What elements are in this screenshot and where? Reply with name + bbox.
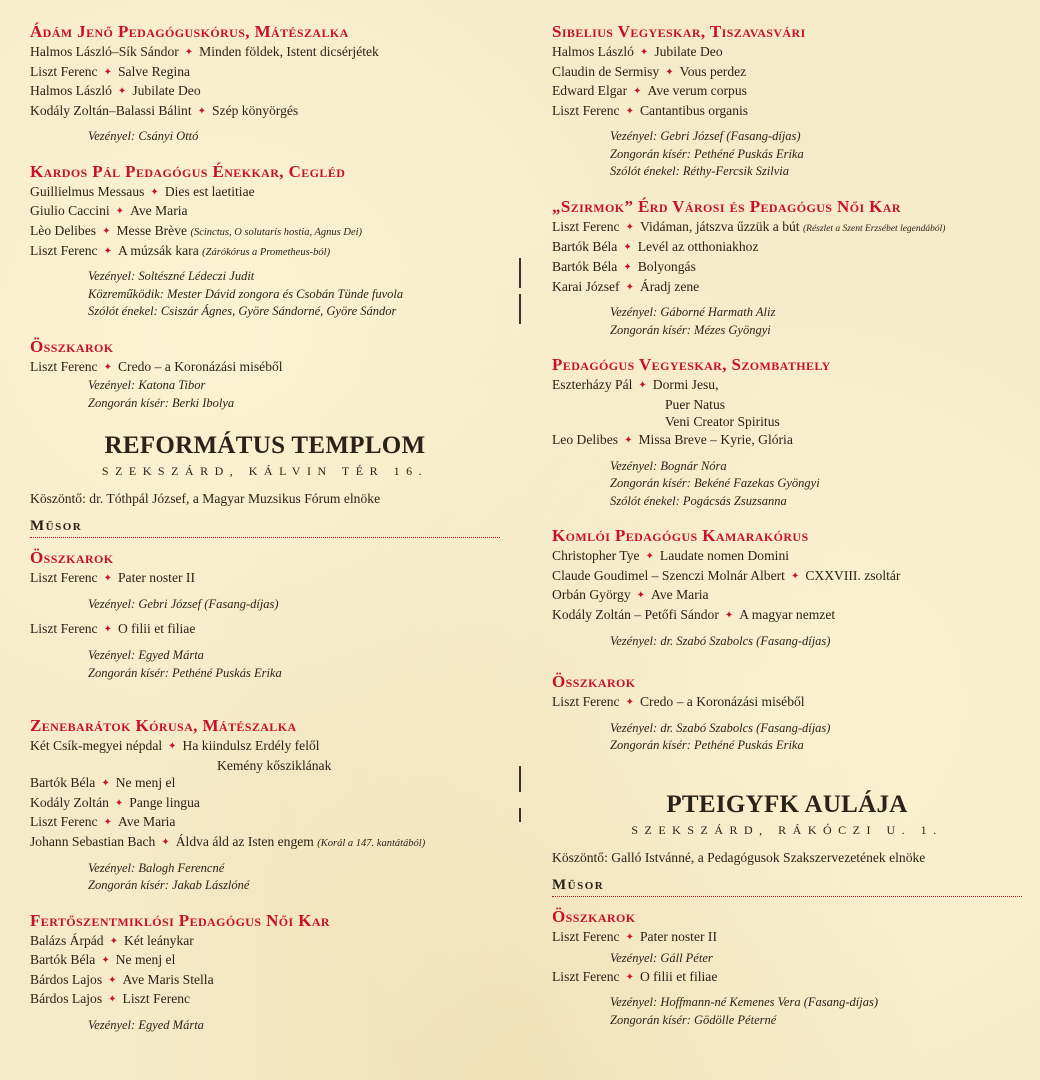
venue-title: PTEIGYFK AULÁJA xyxy=(666,790,908,818)
composer: Liszt Ferenc xyxy=(552,218,620,234)
star-icon: ✦ xyxy=(108,974,117,986)
choir-name: Kardos Pál Pedagógus Énekkar, Cegléd xyxy=(30,161,346,181)
piece-note: (Részlet a Szent Erzsébet legendából) xyxy=(802,223,946,234)
piece-title: Bolyongás xyxy=(637,259,696,275)
welcome-line: Köszöntő: dr. Tóthpál József, a Magyar Muzsikus Fórum elnöke xyxy=(30,491,381,507)
piece-note: (Scinctus, O solutaris hostia, Agnus Dei) xyxy=(190,227,363,239)
credits xyxy=(552,994,1022,1029)
piece-title: Puer Natus xyxy=(665,396,726,412)
credit-line: Zongorán kísér: Pethéné Puskás Erika xyxy=(88,665,282,680)
piece-line xyxy=(552,413,1022,431)
piece-line xyxy=(552,567,1022,587)
star-icon: ✦ xyxy=(103,245,112,257)
piece-title: Laudate nomen Domini xyxy=(659,548,790,564)
fold-mark xyxy=(519,808,521,822)
piece-line xyxy=(30,358,500,378)
star-icon: ✦ xyxy=(623,262,632,274)
piece-line xyxy=(552,218,1022,239)
composer: Liszt Ferenc xyxy=(552,968,620,984)
star-icon: ✦ xyxy=(625,105,634,117)
composer: Karai József xyxy=(552,278,620,294)
piece-title: Dies est laetitiae xyxy=(164,183,255,199)
credits xyxy=(30,268,500,321)
piece-line xyxy=(30,794,500,814)
piece-title: Áldva áld az Isten engem xyxy=(175,834,314,849)
credits xyxy=(30,860,500,895)
venue-address: SZEKSZÁRD, RÁKÓCZI U. 1. xyxy=(631,822,943,837)
composer: Bárdos Lajos xyxy=(30,991,103,1007)
piece-title: Kemény kősziklának xyxy=(217,757,332,773)
piece-line xyxy=(30,990,500,1010)
piece-line xyxy=(30,202,500,222)
credit-line: Vezényel: Balogh Ferencné xyxy=(88,860,225,875)
composer: Liszt Ferenc xyxy=(30,621,98,637)
composer: Christopher Tye xyxy=(552,548,640,564)
star-icon: ✦ xyxy=(625,931,634,943)
star-icon: ✦ xyxy=(645,551,654,563)
piece-title: Levél az otthoniakhoz xyxy=(637,239,759,255)
star-icon: ✦ xyxy=(101,778,110,790)
choir-name: Összkarok xyxy=(552,672,636,691)
piece-line xyxy=(30,222,500,242)
piece-line xyxy=(30,242,500,262)
credit-line: Vezényel: Katona Tibor xyxy=(88,378,206,393)
star-icon: ✦ xyxy=(724,609,734,621)
composer: Bartók Béla xyxy=(30,775,96,791)
right-column xyxy=(552,22,1022,1045)
star-icon: ✦ xyxy=(639,47,649,58)
credit-line: Zongorán kísér: Berki Ibolya xyxy=(88,395,235,410)
piece-note: (Korál a 147. kantátából) xyxy=(317,838,426,849)
star-icon: ✦ xyxy=(103,361,112,373)
venue-reformatus xyxy=(30,432,500,480)
piece-line xyxy=(30,757,500,775)
star-icon: ✦ xyxy=(184,47,194,58)
piece-line xyxy=(552,928,1022,948)
star-icon: ✦ xyxy=(168,741,177,753)
piece-title: Ne menj el xyxy=(115,775,176,791)
piece-line xyxy=(552,278,1022,298)
composer: Bárdos Lajos xyxy=(30,971,103,987)
choir-block xyxy=(30,337,500,413)
piece-line xyxy=(552,82,1022,102)
piece-title: Credo – a Koronázási miséből xyxy=(639,694,805,709)
program-heading: Műsor xyxy=(552,875,1022,897)
star-icon: ✦ xyxy=(625,281,634,293)
piece-title: Jubilate Deo xyxy=(654,44,723,59)
piece-title: Minden földek, Istent dicsérjétek xyxy=(199,44,379,59)
credit-line: Zongorán kísér: Pethéné Puskás Erika xyxy=(610,146,804,161)
credit-line: Vezényel: Egyed Márta xyxy=(88,648,204,663)
star-icon: ✦ xyxy=(624,435,633,447)
composer: Liszt Ferenc xyxy=(552,928,620,944)
choir-osszkarok-pteigyfk xyxy=(552,907,1022,1030)
composer: Liszt Ferenc xyxy=(30,63,98,79)
venue-pteigyfk xyxy=(552,791,1022,839)
composer: Edward Elgar xyxy=(552,83,628,99)
credit-line: Vezényel: Gáll Péter xyxy=(610,951,713,966)
left-choir-list xyxy=(30,22,500,412)
star-icon: ✦ xyxy=(108,994,117,1006)
credit-line: Vezényel: Hoffmann-né Kemenes Vera (Fasang-díjas) xyxy=(610,995,878,1010)
credit-line: Vezényel: dr. Szabó Szabolcs (Fasang-díjas) xyxy=(610,720,831,735)
star-icon: ✦ xyxy=(623,242,632,254)
composer: Liszt Ferenc xyxy=(552,694,620,709)
star-icon: ✦ xyxy=(103,817,112,829)
choir-block xyxy=(30,22,500,146)
piece-line xyxy=(552,431,1022,451)
piece-title: Szép könyörgés xyxy=(211,102,299,118)
credits xyxy=(30,647,500,682)
credit-line: Zongorán kísér: Gödölle Péterné xyxy=(610,1012,777,1027)
welcome-line: Köszöntő: Galló Istvánné, a Pedagógusok Szakszervezetének elnöke xyxy=(552,849,926,865)
piece-title: Ave Maria xyxy=(117,814,176,830)
credit-line: Zongorán kísér: Pethéné Puskás Erika xyxy=(610,738,804,753)
composer: Halmos László xyxy=(552,44,634,59)
composer: Bartók Béla xyxy=(552,239,618,255)
piece-title: Ha kiindulsz Erdély felől xyxy=(182,738,320,754)
star-icon: ✦ xyxy=(117,86,127,98)
credit-line: Zongorán kísér: Mézes Gyöngyi xyxy=(610,322,771,337)
composer: Liszt Ferenc xyxy=(30,358,98,374)
piece-line xyxy=(30,971,500,991)
piece-line xyxy=(552,586,1022,606)
piece-line xyxy=(552,968,1022,988)
choir-zenebaratok xyxy=(30,716,500,895)
piece-title: A múzsák kara xyxy=(117,242,199,258)
credits xyxy=(552,128,1022,181)
star-icon: ✦ xyxy=(103,573,112,585)
credit-line: Vezényel: Egyed Márta xyxy=(88,1017,204,1032)
piece-line xyxy=(30,833,500,853)
piece-line xyxy=(30,183,500,203)
composer: Liszt Ferenc xyxy=(30,242,98,258)
piece-title: Dormi Jesu, xyxy=(652,377,719,393)
piece-title: Ave verum corpus xyxy=(647,83,747,99)
piece-line xyxy=(30,932,500,952)
piece-line xyxy=(552,693,1022,713)
credits xyxy=(552,458,1022,511)
piece-title: Pater noster II xyxy=(117,570,195,586)
left-column xyxy=(30,22,500,1050)
credits xyxy=(30,128,500,146)
piece-title: Áradj zene xyxy=(639,278,700,294)
piece-title: O filii et filiae xyxy=(117,621,196,637)
credit-line: Zongorán kísér: Bekéné Fazekas Gyöngyi xyxy=(610,476,820,491)
choir-osszkarok-right xyxy=(552,672,1022,755)
choir-name: Sibelius Vegyeskar, Tiszavasvári xyxy=(552,22,806,41)
composer: Guillielmus Messaus xyxy=(30,183,145,199)
composer: Halmos László–Sík Sándor xyxy=(30,44,179,59)
composer: Liszt Ferenc xyxy=(30,570,98,586)
composer: Halmos László xyxy=(30,83,112,99)
piece-line xyxy=(552,63,1022,83)
venue-address: SZEKSZÁRD, KÁLVIN TÉR 16. xyxy=(101,464,429,479)
star-icon: ✦ xyxy=(633,86,642,98)
piece-title: Veni Creator Spiritus xyxy=(665,414,780,430)
composer: Balázs Árpád xyxy=(30,932,104,948)
credit-line: Közreműködik: Mester Dávid zongora és Csobán Tünde fuvola xyxy=(88,286,404,301)
piece-line xyxy=(552,547,1022,567)
piece-title: Cantantibus organis xyxy=(639,102,749,118)
piece-line xyxy=(552,606,1022,626)
composer: Két Csík-megyei népdal xyxy=(30,738,163,754)
piece-title: Ave Maris Stella xyxy=(122,971,214,987)
composer: Liszt Ferenc xyxy=(30,814,98,830)
choir-name: Zenebarátok Kórusa, Mátészalka xyxy=(30,716,297,736)
piece-title: Pange lingua xyxy=(129,794,200,810)
piece-line xyxy=(552,376,1022,396)
piece-line xyxy=(30,951,500,971)
choir-name: Összkarok xyxy=(30,336,114,356)
composer: Bartók Béla xyxy=(30,952,96,968)
piece-note: (Zárókórus a Prometheus-ból) xyxy=(202,246,331,258)
choir-name: Összkarok xyxy=(552,906,636,926)
star-icon: ✦ xyxy=(790,570,800,582)
composer: Bartók Béla xyxy=(552,259,618,275)
piece-title: Ave Maria xyxy=(651,587,709,603)
choir-szirmok xyxy=(552,197,1022,339)
piece-title: Vous perdez xyxy=(679,63,747,79)
piece-line xyxy=(30,63,500,83)
credit-line: Vezényel: Csányi Ottó xyxy=(88,129,199,144)
credits xyxy=(552,950,1022,968)
star-icon: ✦ xyxy=(103,624,112,636)
credit-line: Vezényel: Gáborné Harmath Aliz xyxy=(610,305,776,320)
piece-line xyxy=(30,737,500,757)
credits xyxy=(552,720,1022,755)
credits xyxy=(552,304,1022,339)
piece-title: CXXVIII. zsoltár xyxy=(805,567,901,583)
piece-title: Credo – a Koronázási miséből xyxy=(117,358,283,374)
piece-title: Vidáman, játszva űzzük a bút xyxy=(639,218,800,234)
star-icon: ✦ xyxy=(161,837,170,848)
credits xyxy=(30,596,500,614)
composer: Kodály Zoltán xyxy=(30,794,109,810)
credit-line: Vezényel: Gebri József (Fasang-díjas) xyxy=(610,129,801,144)
star-icon: ✦ xyxy=(665,66,674,78)
composer: Orbán György xyxy=(552,587,631,603)
composer: Giulio Caccini xyxy=(30,203,110,219)
choir-sibelius xyxy=(552,22,1022,181)
choir-name: Pedagógus Vegyeskar, Szombathely xyxy=(552,355,831,375)
credit-line: Szólót énekel: Pogácsás Zsuzsanna xyxy=(610,493,787,508)
credit-line: Szólót énekel: Csiszár Ágnes, Györe Sándorné, Györe Sándor xyxy=(88,304,397,319)
composer: Claude Goudimel – Szenczi Molnár Albert xyxy=(552,567,785,583)
credit-line: Vezényel: Gebri József (Fasang-díjas) xyxy=(88,596,279,611)
piece-line xyxy=(552,238,1022,258)
piece-line xyxy=(552,258,1022,278)
choir-name: Ádám Jenő Pedagóguskórus, Mátészalka xyxy=(30,22,349,41)
star-icon: ✦ xyxy=(109,935,118,947)
piece-line xyxy=(552,396,1022,414)
credits xyxy=(30,377,500,412)
star-icon: ✦ xyxy=(625,221,634,233)
choir-szombathely xyxy=(552,355,1022,510)
star-icon: ✦ xyxy=(625,971,634,983)
piece-title: Ne menj el xyxy=(115,952,176,968)
piece-title: O filii et filiae xyxy=(639,968,718,984)
piece-line xyxy=(30,813,500,833)
star-icon: ✦ xyxy=(102,226,111,238)
piece-line xyxy=(30,620,500,640)
choir-name: Komlói Pedagógus Kamarakórus xyxy=(552,526,809,546)
star-icon: ✦ xyxy=(115,206,125,218)
piece-line xyxy=(552,102,1022,122)
composer: Johann Sebastian Bach xyxy=(30,834,156,849)
piece-title: Két leánykar xyxy=(124,932,194,948)
composer: Liszt Ferenc xyxy=(552,102,620,118)
piece-title: Ave Maria xyxy=(130,203,188,219)
piece-title: Liszt Ferenc xyxy=(122,991,191,1007)
credit-line: Zongorán kísér: Jakab Lászlóné xyxy=(88,878,250,893)
piece-line xyxy=(30,102,500,122)
piece-title: Pater noster II xyxy=(639,928,717,944)
star-icon: ✦ xyxy=(101,955,110,967)
piece-title: Messe Brève xyxy=(116,223,188,239)
piece-line xyxy=(552,43,1022,63)
piece-line xyxy=(30,43,500,63)
choir-osszkarok xyxy=(30,548,500,682)
star-icon: ✦ xyxy=(625,697,634,708)
composer: Kodály Zoltán–Balassi Bálint xyxy=(30,102,192,118)
choir-name: Összkarok xyxy=(30,548,114,568)
choir-fertoszentmiklosi xyxy=(30,911,500,1035)
piece-line xyxy=(30,774,500,794)
credit-line: Vezényel: dr. Szabó Szabolcs (Fasang-díjas) xyxy=(610,633,831,648)
composer: Kodály Zoltán – Petőfi Sándor xyxy=(552,606,719,622)
composer: Claudin de Sermisy xyxy=(552,63,660,79)
piece-title: Missa Breve – Kyrie, Glória xyxy=(638,432,793,448)
star-icon: ✦ xyxy=(103,66,112,78)
composer: Leo Delibes xyxy=(552,432,619,448)
piece-title: Jubilate Deo xyxy=(132,83,201,99)
star-icon: ✦ xyxy=(636,590,646,602)
star-icon: ✦ xyxy=(197,105,206,117)
star-icon: ✦ xyxy=(114,797,124,809)
fold-mark xyxy=(519,294,521,324)
program-heading: Műsor xyxy=(30,516,500,538)
choir-block xyxy=(30,162,500,321)
credits xyxy=(552,633,1022,651)
credit-line: Vezényel: Bognár Nóra xyxy=(610,458,727,473)
composer: Lèo Delibes xyxy=(30,223,97,239)
credit-line: Szólót énekel: Réthy-Fercsik Szilvia xyxy=(610,164,789,179)
choir-komloi xyxy=(552,526,1022,650)
choir-name: „Szirmok” Érd Városi és Pedagógus Női Kar xyxy=(552,196,901,216)
piece-title: A magyar nemzet xyxy=(739,606,836,622)
piece-line xyxy=(30,82,500,102)
choir-name: Fertőszentmiklósi Pedagógus Női Kar xyxy=(30,910,330,930)
credit-line: Vezényel: Soltészné Lédeczi Judit xyxy=(88,269,255,284)
venue-title: REFORMÁTUS TEMPLOM xyxy=(104,432,426,460)
fold-mark xyxy=(519,766,521,792)
star-icon: ✦ xyxy=(150,186,159,198)
piece-line xyxy=(30,569,500,589)
credits xyxy=(30,1017,500,1035)
composer: Eszterházy Pál xyxy=(552,377,633,393)
piece-title: Salve Regina xyxy=(117,63,191,79)
fold-mark xyxy=(519,258,521,288)
star-icon: ✦ xyxy=(638,380,647,392)
